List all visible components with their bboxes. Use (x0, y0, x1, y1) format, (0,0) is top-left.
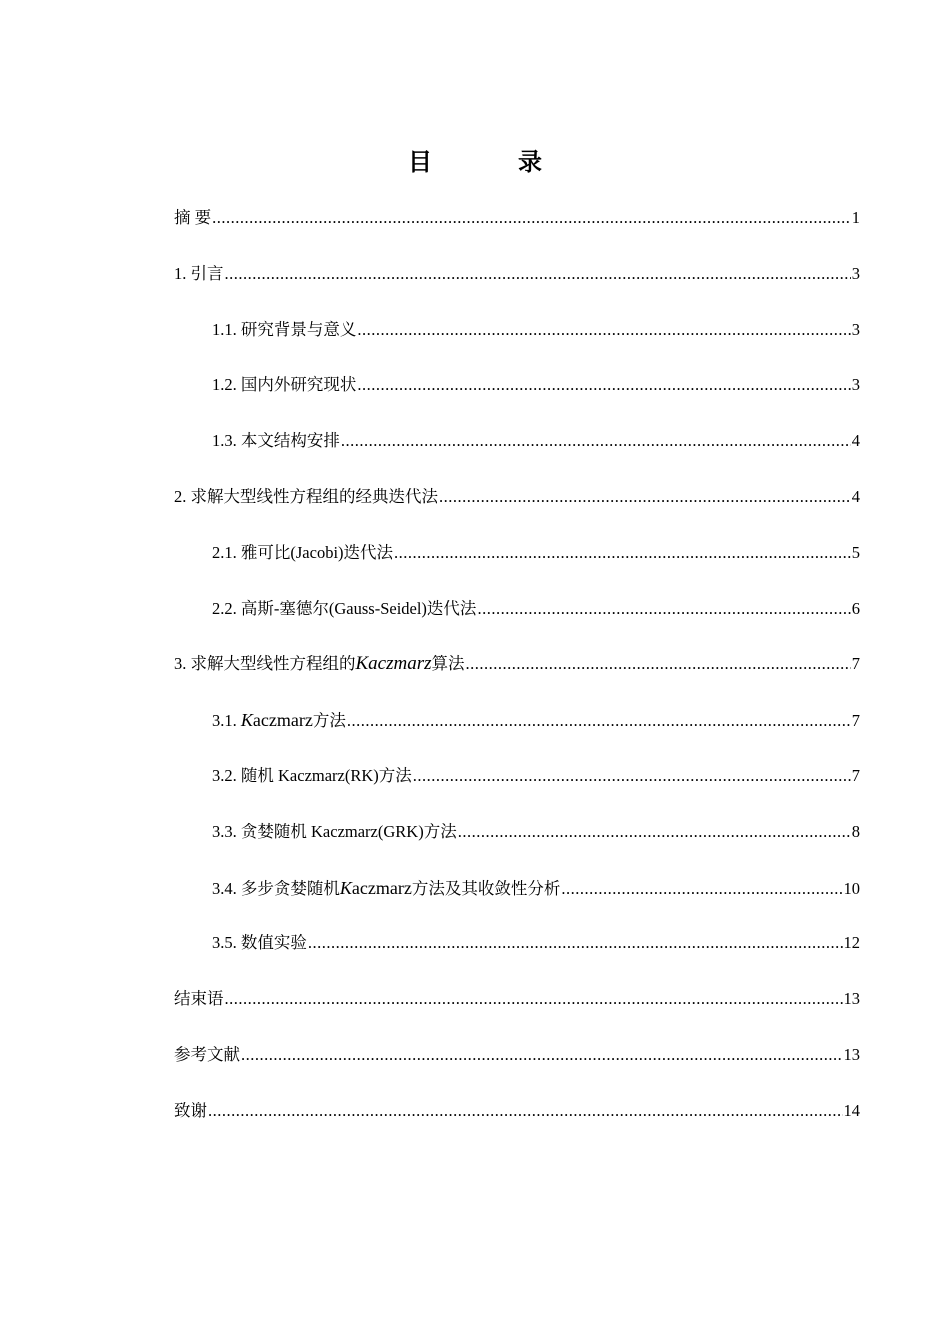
toc-entry-introduction[interactable] (174, 260, 860, 316)
toc-label-prefix: 3. 求解大型线性方程组的 (174, 654, 356, 674)
toc-label-suffix: 方法及其收敛性分析 (411, 878, 561, 898)
toc-entry-page: 3 (851, 319, 860, 339)
toc-entry-label: 1.2. 国内外研究现状 (212, 375, 357, 395)
toc-dot-leader (212, 204, 851, 232)
toc-entry-page: 3 (851, 263, 860, 283)
toc-dot-leader (466, 650, 851, 678)
toc-entry-page: 13 (843, 1044, 860, 1064)
toc-entry-page: 7 (851, 654, 860, 674)
toc-entry-label (212, 874, 560, 903)
toc-entry-abstract[interactable] (174, 204, 860, 260)
toc-entry-kaczmarz-algorithms[interactable] (174, 650, 860, 706)
toc-entry-label: 1.3. 本文结构安排 (212, 431, 340, 451)
toc-title: 目 录 (408, 150, 582, 176)
toc-entry-page: 7 (851, 711, 860, 731)
toc-entry-label: 结束语 (174, 989, 224, 1009)
toc-entry-page: 10 (843, 878, 860, 898)
toc-entry-label: 摘 要 (174, 208, 212, 227)
toc-entry-label: 2.1. 雅可比(Jacobi)迭代法 (212, 542, 394, 562)
toc-entry-research-status[interactable] (174, 371, 860, 427)
toc-entry-page: 1 (851, 208, 860, 227)
toc-entry-label (174, 650, 465, 678)
toc-entry-structure[interactable] (174, 427, 860, 483)
toc-entry-numerical-experiments[interactable] (174, 929, 860, 985)
toc-dot-leader (225, 260, 851, 288)
toc-entry-kaczmarz-method[interactable] (174, 706, 860, 762)
toc-dot-leader (347, 707, 851, 735)
toc-dot-leader (208, 1097, 843, 1125)
toc-label-prefix: 3.1. (212, 711, 241, 731)
toc-entry-page: 5 (851, 542, 860, 562)
toc-entry-label: 1.1. 研究背景与意义 (212, 319, 357, 339)
toc-dot-leader (357, 371, 850, 399)
toc-entry-gauss-seidel[interactable] (174, 595, 860, 651)
toc-entry-acknowledgements[interactable] (174, 1097, 860, 1153)
toc-label-prefix: 3.4. 多步贪婪随机 (212, 878, 340, 898)
toc-dot-leader (308, 929, 843, 957)
toc-dot-leader (413, 762, 851, 790)
toc-entry-multistep-greedy-kaczmarz[interactable] (174, 874, 860, 930)
toc-dot-leader (357, 316, 850, 344)
toc-entry-label: 3.2. 随机 Kaczmarz(RK)方法 (212, 765, 412, 785)
toc-entry-page: 4 (851, 431, 860, 451)
toc-entry-label (212, 706, 346, 735)
toc-entry-page: 8 (851, 821, 860, 841)
toc-entry-references[interactable] (174, 1041, 860, 1097)
toc-label-math: Kaczmarz (240, 710, 313, 731)
toc-entry-page: 7 (851, 765, 860, 785)
toc-dot-leader (225, 985, 843, 1013)
toc-label-suffix: 方法 (312, 711, 346, 731)
toc-entry-page: 3 (851, 375, 860, 395)
toc-entry-label: 参考文献 (174, 1044, 240, 1064)
toc-entry-page: 4 (851, 486, 860, 506)
toc-entry-label: 3.5. 数值实验 (212, 933, 307, 953)
toc-entry-page: 6 (851, 598, 860, 618)
toc-label-math: Kaczmarz (339, 877, 412, 898)
toc-dot-leader (394, 539, 851, 567)
toc-dot-leader (477, 595, 850, 623)
toc-dot-leader (458, 818, 851, 846)
toc-entry-randomized-kaczmarz[interactable] (174, 762, 860, 818)
toc-entry-label: 2.2. 高斯-塞德尔(Gauss-Seidel)迭代法 (212, 598, 477, 618)
toc-label-math: Kaczmarz (355, 653, 432, 675)
toc-entry-greedy-randomized-kaczmarz[interactable] (174, 818, 860, 874)
toc-entry-label: 致谢 (174, 1100, 207, 1120)
toc-entry-background[interactable] (174, 316, 860, 372)
toc-entry-page: 13 (843, 989, 860, 1009)
toc-entry-label: 2. 求解大型线性方程组的经典迭代法 (174, 486, 438, 506)
toc-entry-label: 3.3. 贪婪随机 Kaczmarz(GRK)方法 (212, 821, 457, 841)
toc-entry-conclusion[interactable] (174, 985, 860, 1041)
table-of-contents (174, 204, 860, 1153)
toc-dot-leader (561, 875, 842, 903)
toc-entry-classical-iteration[interactable] (174, 483, 860, 539)
toc-dot-leader (439, 483, 851, 511)
toc-entry-page: 12 (843, 933, 860, 953)
toc-label-suffix: 算法 (431, 654, 465, 674)
toc-entry-label: 1. 引言 (174, 263, 224, 283)
toc-dot-leader (341, 427, 851, 455)
toc-entry-page: 14 (843, 1100, 860, 1120)
toc-entry-jacobi[interactable] (174, 539, 860, 595)
toc-dot-leader (241, 1041, 843, 1069)
